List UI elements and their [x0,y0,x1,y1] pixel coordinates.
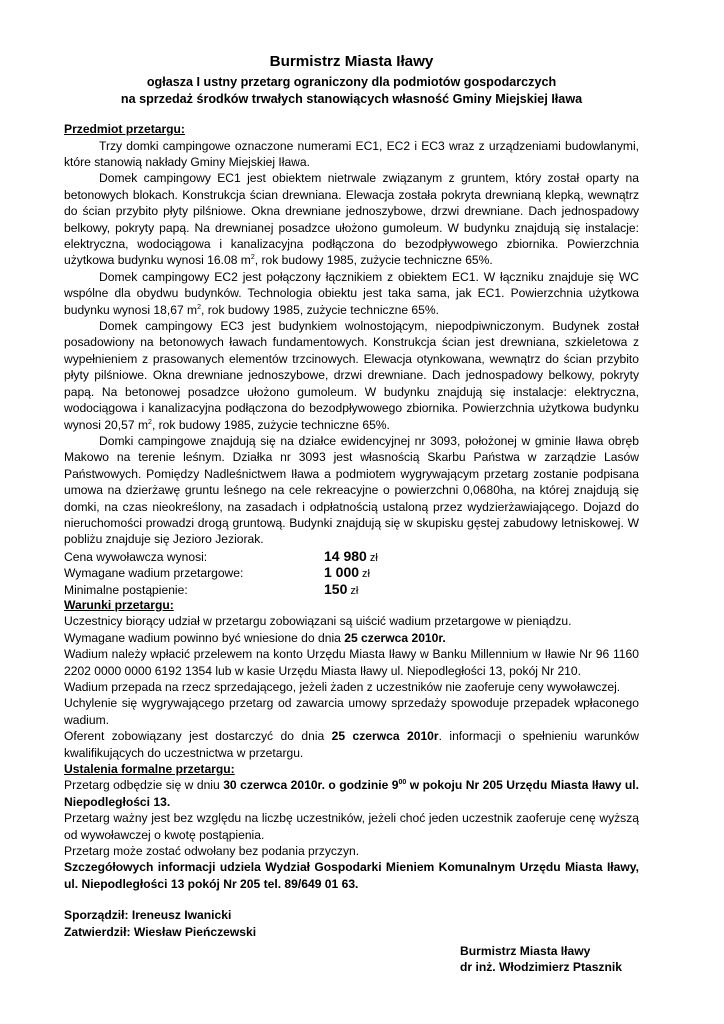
subject-paragraph-ec3: Domek campingowy EC3 jest budynkiem wolnostojącym, niepodpiwniczonym. Budynek został posadowiony na betonowych ławach fundamentowych. Konstrukcja ścian jest drewniana, szkieletowa z wypełnieniem z prasowanych elementów trzcinowych. Elewacja otynkowana, wewnątrz do ścian przybito płyty pilśniowe. Okna drewniane jednoszybowe, drzwi drewniane. Dach jednospadowy belkowy, pokryty papą. Na betonowej posadzce ułożono gumoleum. W budynku znajdują się instalacje: elektryczna, wodociągowa i kanalizacyjna podłączona do bezodpływowego zbiornika. Powierzchnia użytkowa budynku wynosi 20,57 $m^2$, rok budowy 1985, zużycie techniczne 65%. [64,319,639,432]
condition-6: Oferent zobowiązany jest dostarczyć do dnia 25 czerwca 2010r. informacji o spełnieniu warunków kwalifikujących do uczestnictwa w przetargu. [64,729,639,760]
approved-by: Zatwierdził: Wiesław Pieńczewski [64,924,257,939]
condition-3: Wadium należy wpłacić przelewem na konto Urzędu Miasta Iławy w Banku Millennium w Iławie Nr 96 1160 2202 0000 0000 6192 1354 lub w kasie Urzędu Miasta Iławy ul. Niepodległości 13, pokój Nr 210. [64,647,639,678]
subject-paragraph-ec1: Domek campingowy EC1 jest obiektem nietrwale związanym z gruntem, który został oparty na betonowych blokach. Konstrukcja ścian drewniana. Elewacja została pokryta drewnianą klepką, wewnątrz do ścian przybito płyty pilśniowe. Okna drewniane jednoszybowe, drzwi drewniane. Dach jednospadowy belkowy, pokryty papą. Na drewnianej posadzce ułożono gumoleum. W budynku znajdują się instalacje: elektryczna, wodociągowa i kanalizacyjna podłączona do bezodpływowego zbiornika. Powierzchnia użytkowa budynku wynosi 16.08 $m^2$, rok budowy 1985, zużycie techniczne 65%. [64,171,639,268]
subtitle-line-2: na sprzedaż środków trwałych stanowiących własność Gminy Miejskiej Iława [120,91,583,106]
subject-paragraph-ec2: Domek campingowy EC2 jest połączony łącznikiem z obiektem EC1. W łączniku znajduje się WC wspólne dla obydwu budynków. Technologia obiektu jest taka sama, jak EC1. Powierzchnia użytkowa budynku wynosi 18,67 $m^2$, rok budowy 1985, zużycie techniczne 65%. [64,269,639,317]
price-row-deposit: Wymagane wadium przetargowe: 1 000 zł [64,564,370,581]
condition-5: Uchylenie się wygrywającego przetarg od zawarcia umowy sprzedaży spowoduje przepadek wpłaconego wadium. [64,696,639,727]
price-table [64,548,639,597]
conditions-heading: Warunki przetargu: [64,597,174,612]
document-subtitle [64,74,639,107]
price-row-starting: Cena wywoławcza wynosi: 14 980 zł [64,547,378,564]
condition-1: Uczestnicy biorący udział w przetargu zobowiązani są uiścić wadium przetargowe w pieniądzu. [64,614,572,629]
prepared-by: Sporządził: Ireneusz Iwanicki [64,908,232,923]
preparer-signature-block [64,907,639,940]
price-row-increment: Minimalne postąpienie: 150 zł [64,580,359,597]
mayor-name: dr inż. Włodzimierz Ptasznik [460,960,622,975]
subtitle-line-1: ogłasza I ustny przetarg ograniczony dla podmiotów gospodarczych [146,75,557,89]
subject-paragraph-location: Domki campingowe znajdują się na działce ewidencyjnej nr 3093, położonej w gminie Iława obręb Makowo na terenie leśnym. Działka nr 3093 jest własnością Skarbu Państwa w zarządzie Lasów Państwowych. Pomiędzy Nadleśnictwem Iława a podmiotem wygrywającym przetarg zostanie podpisana umowa na dzierżawę gruntu leśnego na cele rekreacyjne o powierzchni 0,0680ha, na której znajdują się domki, na czas nieokreślony, na zasadach i odpłatnością ustaloną przez wydzierżawiającego. Dojazd do nieruchomości prowadzi drogą gruntową. Budynki znajdują się w skupisku gęstej zabudowy letniskowej. W pobliżu znajduje się Jezioro Jeziorak. [64,433,639,547]
condition-4: Wadium przepada na rzecz sprzedającego, jeżeli żaden z uczestników nie zaoferuje ceny wywoławczej. [64,679,621,694]
formal-4: Szczegółowych informacji udziela Wydział Gospodarki Mieniem Komunalnym Urzędu Miasta Iławy, ul. Niepodległości 13 pokój Nr 205 tel. 89/649 01 63. [64,860,639,891]
formal-3: Przetarg może zostać odwołany bez podania przyczyn. [64,844,360,859]
formal-heading: Ustalenia formalne przetargu: [64,761,235,776]
document-body [64,52,639,940]
document-title: Burmistrz Miasta Iławy [269,53,434,70]
subject-paragraph-1: Trzy domki campingowe oznaczone numerami EC1, EC2 i EC3 wraz z urządzeniami budowlanymi, które stanowią nakłady Gminy Miejskiej Iława. [64,138,639,169]
subject-heading: Przedmiot przetargu: [64,122,185,137]
formal-1: Przetarg odbędzie się w dniu 30 czerwca 2010r. o godzinie $9^{00}$ w pokoju Nr 205 Urzędu Miasta Iławy ul. Niepodległości 13. [64,778,639,809]
condition-2: Wymagane wadium powinno być wniesione do dnia 25 czerwca 2010r. [64,630,446,645]
formal-2: Przetarg ważny jest bez względu na liczbę uczestników, jeżeli choć jeden uczestnik zaoferuje cenę wyższą od wywoławczej o kwotę postąpienia. [64,811,639,842]
mayor-signature [460,943,622,976]
mayor-title: Burmistrz Miasta Iławy [460,944,591,958]
